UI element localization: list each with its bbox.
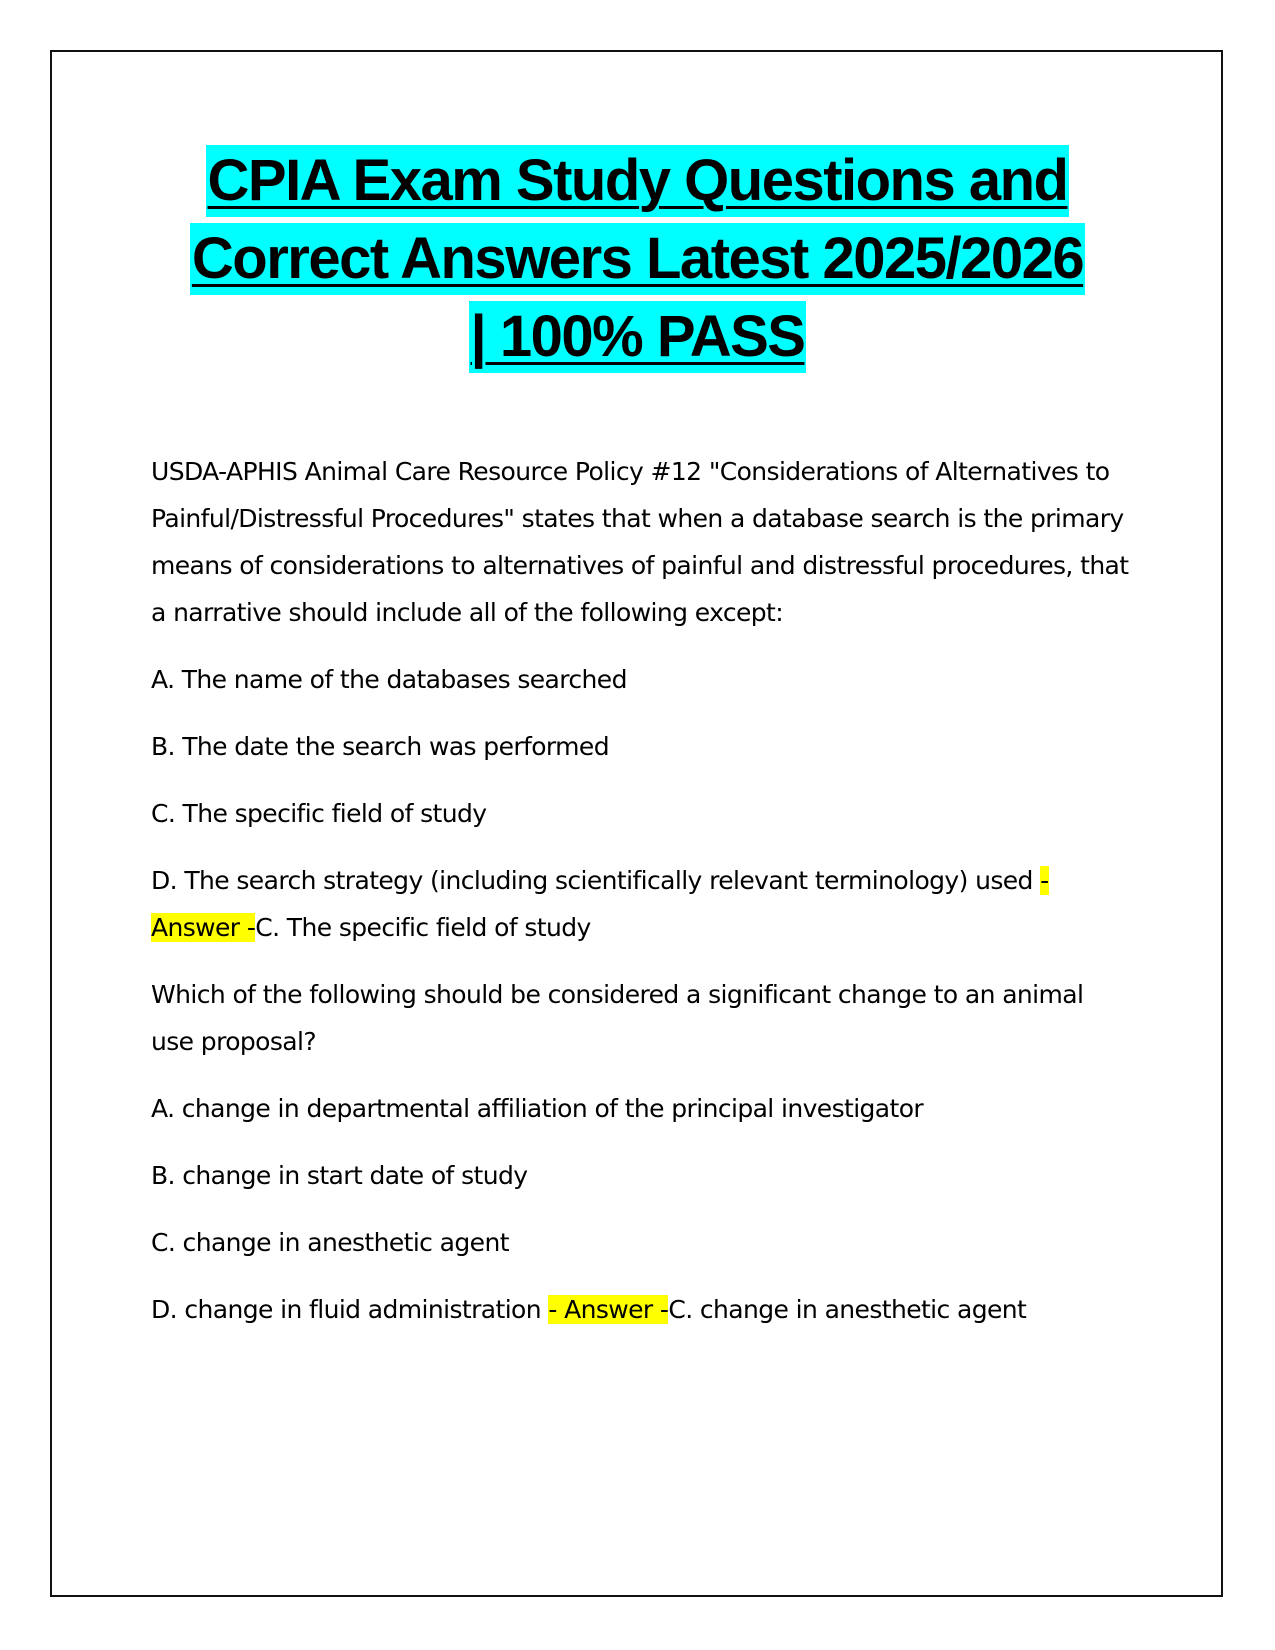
question-stem: USDA-APHIS Animal Care Resource Policy #12 "Considerations of Alternatives to Painful/Distressful Procedures" states that when a database search is the primary means of considerations to alternatives of painful and distressful procedures, that a narrative should include all of the following except:: [151, 457, 1129, 627]
title-line-2: Correct Answers Latest 2025/2026: [190, 223, 1085, 295]
answer-option-with-answer: [151, 857, 1131, 951]
question-stem: Which of the following should be considered a significant change to an animal use proposal?: [151, 980, 1084, 1056]
answer-option-text: D. The search strategy (including scientifically relevant terminology) used: [151, 866, 1041, 895]
answer-option: C. change in anesthetic agent: [151, 1228, 509, 1257]
question-block: [151, 448, 1131, 951]
answer-option: C. The specific field of study: [151, 799, 487, 828]
title-line-1: CPIA Exam Study Questions and: [206, 145, 1070, 217]
question-list: [151, 448, 1131, 1353]
answer-marker: - Answer -: [548, 1295, 669, 1324]
answer-option-text: D. change in fluid administration: [151, 1295, 549, 1324]
answer-option: B. change in start date of study: [151, 1161, 528, 1190]
correct-answer: C. The specific field of study: [255, 913, 591, 942]
answer-marker: - Answer -: [151, 866, 1049, 942]
correct-answer: C. change in anesthetic agent: [668, 1295, 1027, 1324]
answer-option: B. The date the search was performed: [151, 732, 609, 761]
title-line-3: | 100% PASS: [469, 301, 807, 373]
answer-option: A. change in departmental affiliation of the principal investigator: [151, 1094, 924, 1123]
answer-option: A. The name of the databases searched: [151, 665, 627, 694]
question-block: [151, 971, 1131, 1333]
document-title: [100, 142, 1175, 376]
answer-option-with-answer: [151, 1286, 1131, 1333]
